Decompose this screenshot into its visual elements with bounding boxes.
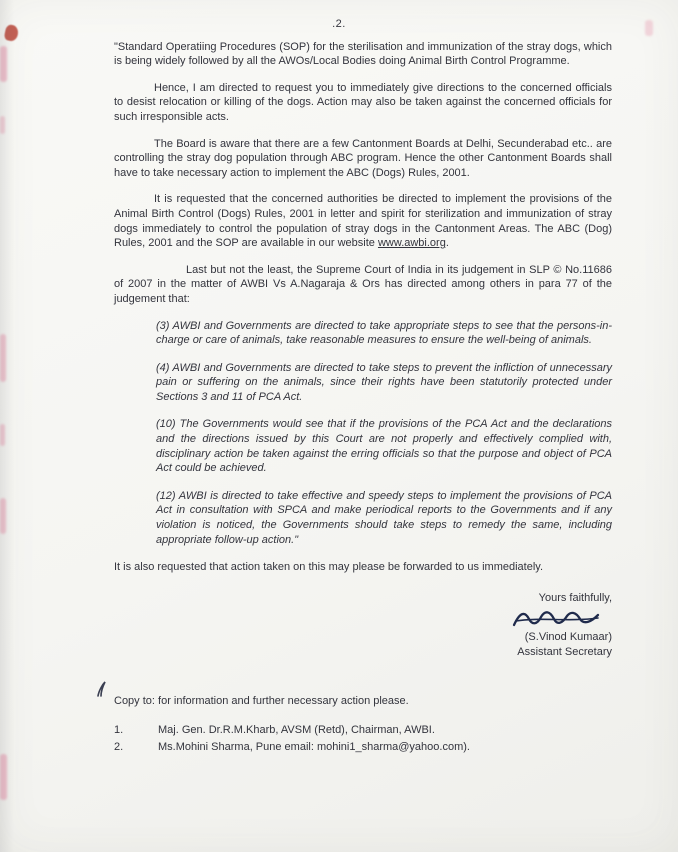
letter-body xyxy=(0,32,678,575)
copy-to-item-text: Ms.Mohini Sharma, Pune email: mohini1_sharma@yahoo.com). xyxy=(158,740,470,753)
copy-to-item-text: Maj. Gen. Dr.R.M.Kharb, AVSM (Retd), Chairman, AWBI. xyxy=(158,724,435,737)
paragraph-cantonment-boards: The Board is aware that there are a few Cantonment Boards at Delhi, Secunderabad etc.. are controlling the stray dog population through ABC program. Hence the other Cantonment Boards shall have to take necessary action to implement the ABC (Dogs) Rules, 2001. xyxy=(114,137,612,179)
copy-to-heading: Copy to: for information and further necessary action please. xyxy=(114,694,409,707)
paragraph-action-request: It is also requested that action taken on this may please be forwarded to us immediately. xyxy=(114,561,544,574)
signature xyxy=(510,608,602,632)
closing-salutation: Yours faithfully, xyxy=(538,591,612,604)
court-quote-para-10: (10) The Governments would see that if the provisions of the PCA Act and the declarations and the directions issued by this Court are not properly and effectively complied with, disciplinary action be taken against the erring officials so that the purpose and object of PCA Act could be achieved. xyxy=(156,418,612,475)
court-quote-para-3: (3) AWBI and Governments are directed to take appropriate steps to see that the persons-in-charge or care of animals, take reasonable measures to ensure the well-being of animals. xyxy=(156,319,612,347)
page-number: .2. xyxy=(332,18,346,30)
paragraph-sop: "Standard Operatiing Procedures (SOP) for the sterilisation and immunization of the stray dogs, which is being widely followed by all the AWOs/Local Bodies doing Animal Birth Control Programme. xyxy=(114,40,612,68)
paragraph-request-directions: Hence, I am directed to request you to immediately give directions to the concerned officials to desist relocation or killing of the dogs. Action may also be taken against the concerned officials for such irresponsible acts. xyxy=(114,81,612,123)
signature-block xyxy=(0,591,678,660)
paragraph-abc-rules-text: It is requested that the concerned authorities be directed to implement the provisions of the Animal Birth Control (Dogs) Rules, 2001 in letter and spirit for sterilization and immunization of stray dogs immediately to control the population of stray dogs in the Cantonment Areas. The ABC (Dog) Rules, 2001 and the SOP are available in our website xyxy=(114,193,612,250)
paragraph-supreme-court: Last but not the least, the Supreme Court of India in its judgement in SLP © No.11686 of 2007 in the matter of AWBI Vs A.Nagaraja & Ors has directed among others in para 77 of the judgement that: xyxy=(114,263,612,305)
copy-to-item xyxy=(114,739,678,756)
copy-to-section xyxy=(0,694,678,756)
signatory-name: (S.Vinod Kumaar) xyxy=(524,630,612,643)
website-link[interactable]: www.awbi.org xyxy=(377,237,446,250)
pink-edge-smudge xyxy=(0,754,7,800)
court-quote-para-4: (4) AWBI and Governments are directed to take steps to prevent the infliction of unnecessary pain or suffering on the animals, since their rights have been statutorily protected under Sections 3 and 11 of PCA Act. xyxy=(156,361,612,403)
paragraph-abc-rules xyxy=(114,192,612,250)
copy-to-item xyxy=(114,722,678,739)
copy-to-item-number: 1. xyxy=(114,724,124,737)
court-quote-para-12: (12) AWBI is directed to take effective and speedy steps to implement the provisions of PCA Act in consultation with SPCA and make periodical reports to the Governments and if any violation is noticed, the Governments should take steps to remedy the same, including appropriate follow-up action." xyxy=(156,489,612,546)
copy-to-list xyxy=(114,722,678,755)
signatory-title: Assistant Secretary xyxy=(517,645,612,658)
paragraph-abc-rules-period: . xyxy=(445,237,449,250)
judgement-quotes xyxy=(156,319,612,548)
copy-to-item-number: 2. xyxy=(114,740,124,753)
